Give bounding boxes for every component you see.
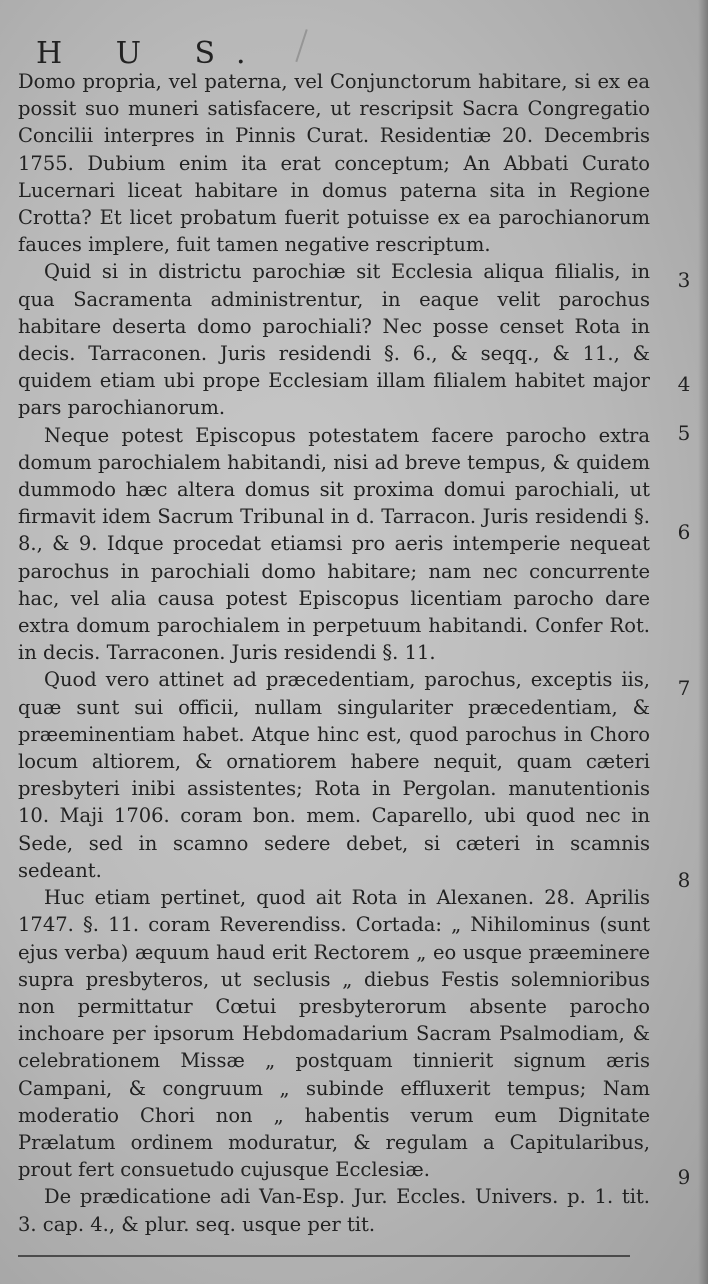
margin-number: 8	[677, 868, 691, 892]
page-edge-shadow	[698, 0, 708, 1284]
paragraph: De prædicatione adi Van-Esp. Jur. Eccles. Univers. p. 1. tit. 3. cap. 4., & plur. seq. usque per tit.	[18, 1185, 650, 1236]
paragraph: Quod vero attinet ad præcedentiam, parochus, exceptis iis, quæ sunt sui officii, nullam singulariter præcedentiam, & præeminentiam habet. Atque hinc est, quod parochus in Choro locum altiorem, & ornatiorem habere nequit, quam cæteri presbyteri inibi assistentes; Rota in Pergolan. manutentionis 10. Maji 1706. coram bon. mem. Caparello, ubi quod nec in Sede, sed in scamno sedere debet, si cæteri in scamnis sedeant.	[18, 668, 650, 882]
paragraph: Neque potest Episcopus potestatem facere parocho extra domum parochialem habitandi, nisi ad breve tempus, & quidem dummodo hæc altera domus sit proxima domui parochiali, ut firmavit idem Sacrum Tribunal in d. Tarracon. Juris residendi §. 8., & 9. Idque procedat etiamsi pro aeris intemperie nequeat parochus in parochiali domo habitare; nam nec concurrente hac, vel alia causa potest Episcopus licentiam parocho dare extra domum parochialem in perpetuum habitandi. Confer Rot. in decis. Tarraconen. Juris residendi §. 11.	[18, 423, 650, 665]
margin-number: 6	[677, 520, 691, 544]
margin-number: 7	[677, 676, 691, 700]
paragraph: Huc etiam pertinet, quod ait Rota in Alexanen. 28. Aprilis 1747. §. 11. coram Reverendiss. Cortada: „ Nihilominus (sunt ejus verba) æquum haud erit Rectorem „ eo usque præeminere supra presbyteros, ut seclusis „ diebus Festis solemnioribus non permittatur Cœtui presbyterorum absente parocho inchoare per ipsorum Hebdomadarium Sacram Psalmodiam, & celebrationem Missæ „ postquam tinnierit signum æris Campani, & congruum „ subinde effluxerit tempus; Nam moderatio Chori non „ habentis verum eum Dignitate Prælatum ordinem moduratur, & regulam a Capitularibus, prout fert consuetudo cujusque Ecclesiæ.	[18, 886, 650, 1182]
body-text	[18, 68, 650, 1238]
margin-number: 9	[677, 1165, 691, 1189]
footer-rule	[18, 1255, 630, 1257]
ink-mark	[295, 29, 328, 69]
paragraph: Quid si in districtu parochiæ sit Ecclesia aliqua filialis, in qua Sacramenta administrentur, in eaque velit parochus habitare deserta domo parochiali? Nec posse censet Rota in decis. Tarraconen. Juris residendi §. 6., & seqq., & 11., & quidem etiam ubi prope Ecclesiam illam filialem habitet major pars parochianorum.	[18, 260, 650, 420]
margin-number: 4	[677, 372, 691, 396]
page-header: H U S.	[36, 36, 268, 71]
margin-number: 3	[677, 268, 691, 292]
paragraph: Domo propria, vel paterna, vel Conjunctorum habitare, si ex ea possit suo muneri satisfacere, ut rescripsit Sacra Congregatio Concilii interpres in Pinnis Curat. Residentiæ 20. Decembris 1755. Dubium enim ita erat conceptum; An Abbati Curato Lucernari liceat habitare in domus paterna sita in Regione Crotta? Et licet probatum fuerit potuisse ex ea parochianorum fauces implere, fuit tamen negative rescriptum.	[18, 70, 650, 257]
margin-number: 5	[677, 421, 691, 445]
